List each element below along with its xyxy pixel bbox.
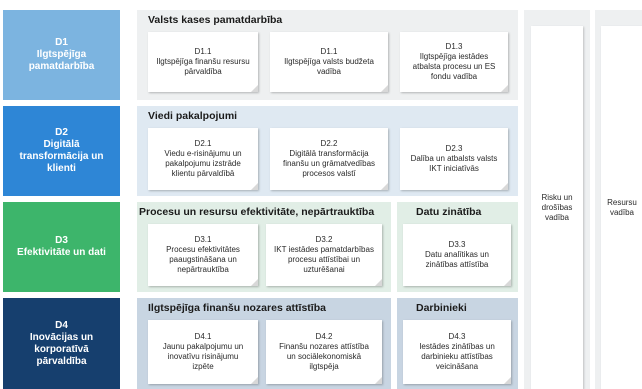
panel-title: Darbinieki: [416, 302, 467, 314]
panel-darbinieki: [397, 298, 518, 389]
card-text: Iestādes zinātības un darbinieku attīstības veicināšana: [419, 342, 495, 371]
card-text: Procesu efektivitātes paaugstināšana un nepārtrauktība: [166, 245, 240, 274]
card-text: Finanšu nozares attīstība un sociālekonomiskā ilgtspēja: [279, 342, 369, 371]
card-text: Jaunu pakalpojumu un inovatīvu risinājumu izpēte: [162, 342, 244, 371]
panel-ilgtspejiga-nozare: [137, 298, 391, 389]
page-fold-icon: [381, 183, 388, 190]
page-fold-icon: [504, 377, 511, 384]
card-d2-1: [148, 128, 258, 190]
panel-title: Procesu un resursu efektivitāte, nepārtrauktība: [139, 206, 375, 218]
side-card-risku: [531, 26, 583, 389]
card-d4-2: [266, 320, 382, 384]
pillar-title: Digitālā transformācija un klienti: [19, 139, 104, 174]
pillar-d1: [3, 10, 120, 100]
pillar-d4: [3, 298, 120, 389]
card-d1-1b: [270, 32, 388, 92]
pillar-title: Inovācijas un korporatīvā pārvaldība: [29, 331, 94, 367]
page-fold-icon: [375, 279, 382, 286]
card-d4-1: [148, 320, 258, 384]
pillar-d2: [3, 106, 120, 196]
card-d3-2: [266, 224, 382, 286]
card-code: D1.3: [445, 42, 463, 51]
side-card-resursu: [601, 26, 642, 389]
card-d4-3: [403, 320, 511, 384]
pillar-d3: [3, 202, 120, 292]
card-d2-3: [400, 128, 508, 190]
page-fold-icon: [251, 85, 258, 92]
pillar-code: D2: [55, 127, 68, 138]
panel-datu-zinatiba: [397, 202, 518, 292]
card-text: IKT iestādes pamatdarbības procesu attīstībai un uzturēšanai: [274, 245, 374, 274]
page-fold-icon: [251, 279, 258, 286]
card-code: D1.1: [194, 47, 212, 56]
panel-title: Viedi pakalpojumi: [148, 110, 238, 122]
panel-procesu-efektivitate: [137, 202, 391, 292]
panel-title: Datu zinātība: [416, 206, 482, 218]
card-code: D2.1: [194, 139, 212, 148]
card-code: D2.2: [320, 139, 338, 148]
card-code: D4.1: [194, 332, 212, 341]
card-text: Ilgtspējīga finanšu resursu pārvaldība: [156, 57, 250, 76]
side-column-resursu: [595, 10, 642, 389]
card-text: Datu analītikas un zinātības attīstība: [424, 250, 490, 269]
page-fold-icon: [501, 85, 508, 92]
page-fold-icon: [381, 85, 388, 92]
card-text: Digitālā transformācija finanšu un grāmatvedības procesos valstī: [282, 149, 376, 178]
page-fold-icon: [251, 377, 258, 384]
side-column-risku: [524, 10, 590, 389]
pillar-title: Efektivitāte un dati: [17, 247, 106, 258]
pillar-code: D1: [55, 37, 68, 48]
card-code: D3.2: [315, 235, 333, 244]
card-text: Ilgtspējīga valsts budžeta vadība: [284, 57, 374, 76]
page-fold-icon: [504, 279, 511, 286]
page-fold-icon: [501, 183, 508, 190]
card-code: D3.3: [448, 240, 466, 249]
card-code: D4.3: [448, 332, 466, 341]
card-text: Ilgtspējīga iestādes atbalsta procesu un ES fondu vadība: [412, 52, 496, 81]
card-d1-1a: [148, 32, 258, 92]
card-text: Dalība un atbalsts valsts IKT iniciatīvās: [410, 154, 498, 173]
panel-title: Ilgtspējīga finanšu nozares attīstība: [148, 302, 326, 314]
card-d3-1: [148, 224, 258, 286]
page-fold-icon: [251, 183, 258, 190]
side-card-text: Resursu vadība: [607, 197, 637, 217]
card-d3-3: [403, 224, 511, 286]
side-card-text: Risku un drošības vadība: [541, 192, 573, 222]
panel-title: Valsts kases pamatdarbība: [148, 14, 283, 26]
card-code: D1.1: [320, 47, 338, 56]
card-code: D2.3: [445, 144, 463, 153]
card-code: D4.2: [315, 332, 333, 341]
panel-viedi-pakalpojumi: [137, 106, 518, 196]
card-d1-3: [400, 32, 508, 92]
card-text: Viedu e-risinājumu un pakalpojumu izstrāde klientu pārvaldībā: [164, 149, 242, 178]
panel-valsts-kases: [137, 10, 518, 100]
card-d2-2: [270, 128, 388, 190]
pillar-title: Ilgtspējīga pamatdarbība: [28, 49, 95, 72]
page-fold-icon: [375, 377, 382, 384]
pillar-code: D3: [55, 235, 68, 246]
card-code: D3.1: [194, 235, 212, 244]
pillar-code: D4: [55, 319, 68, 331]
